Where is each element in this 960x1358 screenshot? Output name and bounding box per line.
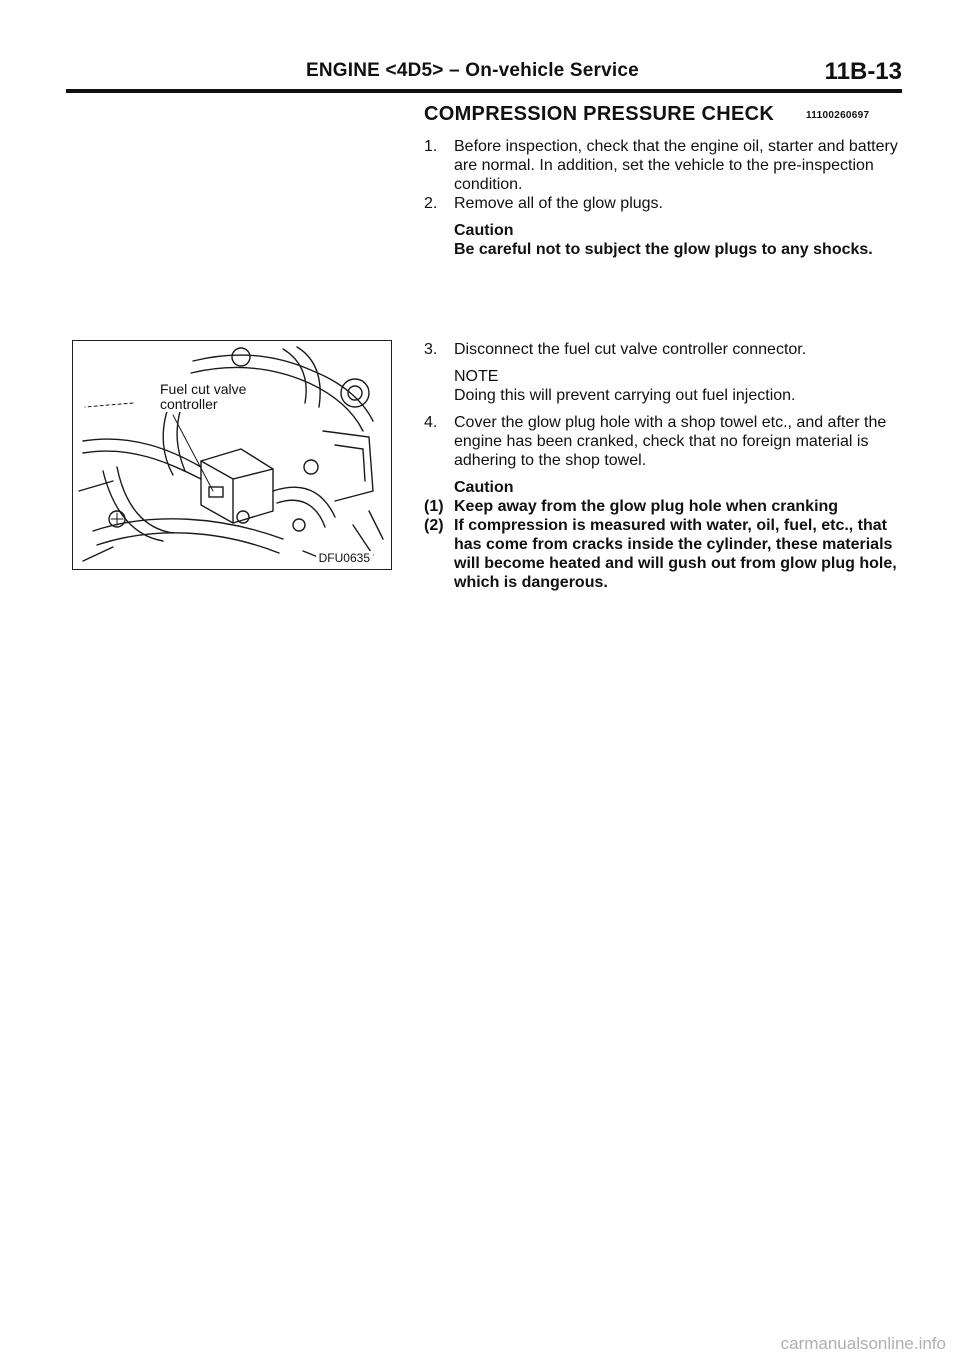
caution-2	[424, 478, 904, 497]
caution-1	[424, 221, 904, 259]
figure-callout	[158, 382, 248, 412]
watermark: carmanualsonline.info	[780, 1334, 946, 1353]
caution-item-1	[424, 497, 904, 516]
header-title: ENGINE <4D5> – On-vehicle Service	[306, 60, 639, 81]
step-text: Remove all of the glow plugs.	[454, 195, 663, 212]
step-number: 3.	[424, 341, 438, 358]
caution-item-number: (2)	[424, 517, 444, 534]
caution-item-text: If compression is measured with water, oil, fuel, etc., that has come from cracks inside the cylinder, these materials will become heated and will gush out from glow plug hole, which is dangerous.	[454, 517, 897, 591]
step-number: 1.	[424, 138, 438, 155]
step-number: 4.	[424, 414, 438, 431]
header-rule	[66, 89, 902, 93]
text-block-bottom	[424, 340, 904, 592]
caution-item-2	[424, 516, 904, 592]
caution-item-number: (1)	[424, 498, 444, 515]
text-block-top	[424, 137, 904, 259]
page-number: 11B-13	[824, 58, 902, 85]
engine-illustration	[72, 340, 392, 570]
note	[424, 367, 904, 405]
note-text: Doing this will prevent carrying out fuel injection.	[454, 387, 796, 404]
step-number: 2.	[424, 195, 438, 212]
step-2	[424, 194, 904, 213]
page-header	[66, 58, 902, 88]
step-text: Before inspection, check that the engine oil, starter and battery are normal. In addition, set the vehicle to the pre-inspection condition.	[454, 138, 898, 193]
caution-text: Be careful not to subject the glow plugs to any shocks.	[454, 241, 873, 258]
step-text: Disconnect the fuel cut valve controller connector.	[454, 341, 807, 358]
section-code: 11100260697	[806, 110, 870, 121]
section-title: COMPRESSION PRESSURE CHECK	[424, 103, 775, 125]
figure-code: DFU0635	[316, 551, 373, 565]
caution-title: Caution	[454, 479, 514, 496]
step-text: Cover the glow plug hole with a shop towel etc., and after the engine has been cranked, check that no foreign material is adhering to the shop towel.	[454, 414, 887, 469]
caution-item-text: Keep away from the glow plug hole when cranking	[454, 498, 839, 515]
note-title: NOTE	[454, 368, 499, 385]
step-3	[424, 340, 904, 359]
step-4	[424, 413, 904, 470]
engine-drawing	[73, 341, 391, 569]
step-1	[424, 137, 904, 194]
caution-title: Caution	[454, 222, 514, 239]
figure-callout-line-1: Fuel cut valve	[160, 381, 247, 397]
figure-callout-line-2: controller	[160, 396, 218, 412]
